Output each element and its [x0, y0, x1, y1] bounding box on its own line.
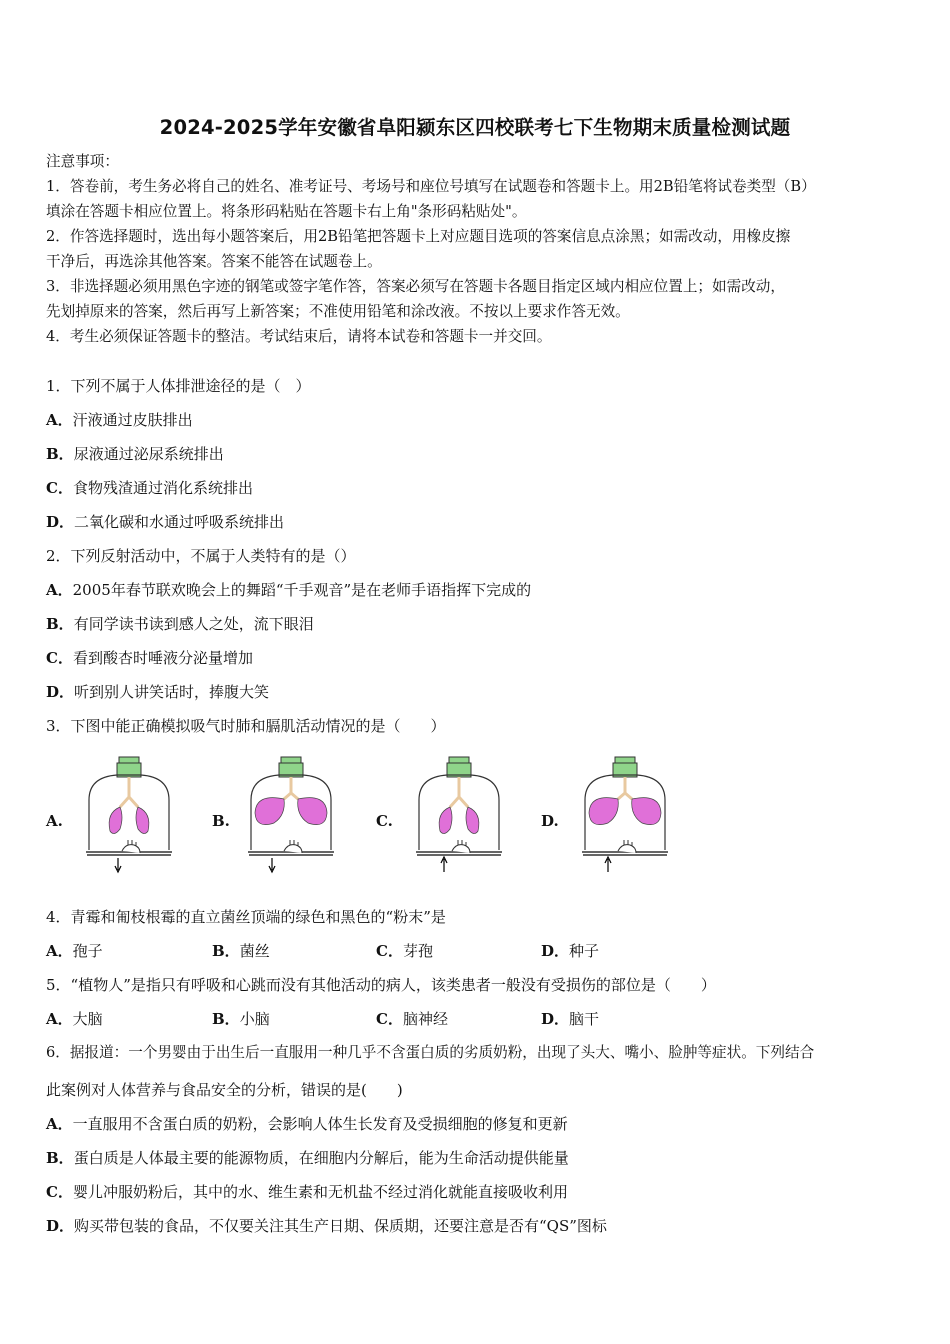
option-text: 汗液通过皮肤排出	[72, 411, 193, 429]
question-4-option-b	[212, 941, 270, 961]
option-text: 孢子	[72, 942, 103, 960]
notice-line: 3．非选择题必须用黑色字迹的钢笔或签字笔作答，答案必须写在答题卡各题目指定区域内相应位置上；如需改动，	[46, 278, 785, 295]
option-letter: C．	[376, 1010, 403, 1028]
option-letter: D．	[541, 1010, 570, 1028]
option-text: 一直服用不含蛋白质的奶粉，会影响人体生长发育及受损细胞的修复和更新	[72, 1115, 568, 1133]
notice-line: 干净后，再选涂其他答案。答案不能答在试题卷上。	[46, 253, 382, 270]
option-letter: C．	[46, 479, 73, 497]
option-letter: A．	[46, 581, 73, 599]
notice-line: 先划掉原来的答案，然后再写上新答案；不准使用铅笔和涂改液。不按以上要求作答无效。	[46, 303, 630, 320]
option-text: 2005年春节联欢晚会上的舞蹈“千手观音”是在老师手语指挥下完成的	[72, 581, 532, 599]
question-1-stem: 1．下列不属于人体排泄途径的是（ ）	[46, 377, 311, 395]
question-2-option-a	[46, 580, 531, 600]
figure-label-c: C.	[376, 812, 393, 830]
bell-jar-figure-b	[246, 755, 336, 875]
question-2-option-c	[46, 648, 253, 668]
option-letter: A．	[46, 411, 73, 429]
question-1-option-a	[46, 410, 193, 430]
option-text: 婴儿冲服奶粉后，其中的水、维生素和无机盐不经过消化就能直接吸收利用	[72, 1183, 568, 1201]
option-letter: C．	[376, 942, 403, 960]
option-letter: B．	[46, 1149, 74, 1167]
option-text: 购买带包装的食品，不仅要关注其生产日期、保质期，还要注意是否有“QS”图标	[74, 1217, 607, 1235]
question-2-stem: 2．下列反射活动中，不属于人类特有的是（）	[46, 547, 356, 565]
option-letter: D．	[46, 683, 75, 701]
option-letter: A．	[46, 942, 73, 960]
question-6-option-b	[46, 1148, 569, 1168]
option-text: 蛋白质是人体最主要的能源物质，在细胞内分解后，能为生命活动提供能量	[73, 1149, 569, 1167]
option-text: 大脑	[72, 1010, 103, 1028]
question-1-option-b	[46, 444, 224, 464]
figure-label-d: D.	[541, 812, 559, 830]
option-letter: C．	[46, 649, 73, 667]
option-text: 种子	[569, 942, 600, 960]
notice-line: 填涂在答题卡相应位置上。将条形码粘贴在答题卡右上角"条形码粘贴处"。	[46, 203, 527, 220]
question-6-option-d	[46, 1216, 607, 1236]
figure-label-b: B.	[212, 812, 230, 830]
option-letter: A．	[46, 1010, 73, 1028]
option-letter: B．	[46, 445, 74, 463]
question-5-option-a	[46, 1009, 103, 1029]
option-text: 脑神经	[402, 1010, 448, 1028]
option-letter: D．	[541, 942, 570, 960]
option-letter: A．	[46, 1115, 73, 1133]
bell-jar-figure-c	[414, 755, 504, 875]
option-text: 有同学读书读到感人之处，流下眼泪	[73, 615, 314, 633]
question-4-option-c	[376, 941, 433, 961]
option-letter: C．	[46, 1183, 73, 1201]
question-1-option-c	[46, 478, 253, 498]
option-letter: D．	[46, 1217, 75, 1235]
option-text: 看到酸杏时唾液分泌量增加	[72, 649, 253, 667]
question-1-option-d	[46, 512, 284, 532]
option-text: 尿液通过泌尿系统排出	[73, 445, 224, 463]
option-text: 听到别人讲笑话时，捧腹大笑	[74, 683, 270, 701]
option-text: 小脑	[239, 1010, 270, 1028]
question-2-option-b	[46, 614, 314, 634]
question-5-option-b	[212, 1009, 270, 1029]
question-5-option-c	[376, 1009, 448, 1029]
question-6-stem-line-2: 此案例对人体营养与食品安全的分析，错误的是( )	[46, 1081, 403, 1099]
notice-heading: 注意事项：	[46, 153, 119, 170]
option-letter: B．	[212, 1010, 240, 1028]
notice-line: 4．考生必须保证答题卡的整洁。考试结束后，请将本试卷和答题卡一并交回。	[46, 328, 552, 345]
option-text: 食物残渣通过消化系统排出	[72, 479, 253, 497]
question-4-stem: 4．青霉和匍枝根霉的直立菌丝顶端的绿色和黑色的“粉末”是	[46, 908, 446, 926]
page-title: 2024-2025学年安徽省阜阳颍东区四校联考七下生物期末质量检测试题	[159, 116, 791, 139]
figure-label-a: A.	[46, 812, 63, 830]
question-6-option-a	[46, 1114, 568, 1134]
question-6-stem-line-1: 6．据报道：一个男婴由于出生后一直服用一种几乎不含蛋白质的劣质奶粉，出现了头大、嘴小、脸肿等症状。下列结合	[46, 1044, 815, 1061]
question-5-stem: 5．“植物人”是指只有呼吸和心跳而没有其他活动的病人，该类患者一般没有受损伤的部位是（ ）	[46, 976, 716, 994]
bell-jar-figure-d	[580, 755, 670, 875]
question-2-option-d	[46, 682, 269, 702]
question-3-stem: 3．下图中能正确模拟吸气时肺和膈肌活动情况的是（ ）	[46, 717, 446, 735]
option-letter: D．	[46, 513, 75, 531]
option-text: 二氧化碳和水通过呼吸系统排出	[74, 513, 285, 531]
bell-jar-figure-a	[84, 755, 174, 875]
notice-line: 1．答卷前，考生务必将自己的姓名、准考证号、考场号和座位号填写在试题卷和答题卡上。用2B铅笔将试卷类型（B）	[46, 178, 816, 195]
option-text: 脑干	[569, 1010, 600, 1028]
question-5-option-d	[541, 1009, 599, 1029]
question-4-option-a	[46, 941, 103, 961]
option-letter: B．	[46, 615, 74, 633]
question-4-option-d	[541, 941, 599, 961]
notice-line: 2．作答选择题时，选出每小题答案后，用2B铅笔把答题卡上对应题目选项的答案信息点涂黑；如需改动，用橡皮擦	[46, 228, 791, 245]
option-letter: B．	[212, 942, 240, 960]
option-text: 芽孢	[402, 942, 433, 960]
option-text: 菌丝	[239, 942, 270, 960]
question-6-option-c	[46, 1182, 568, 1202]
